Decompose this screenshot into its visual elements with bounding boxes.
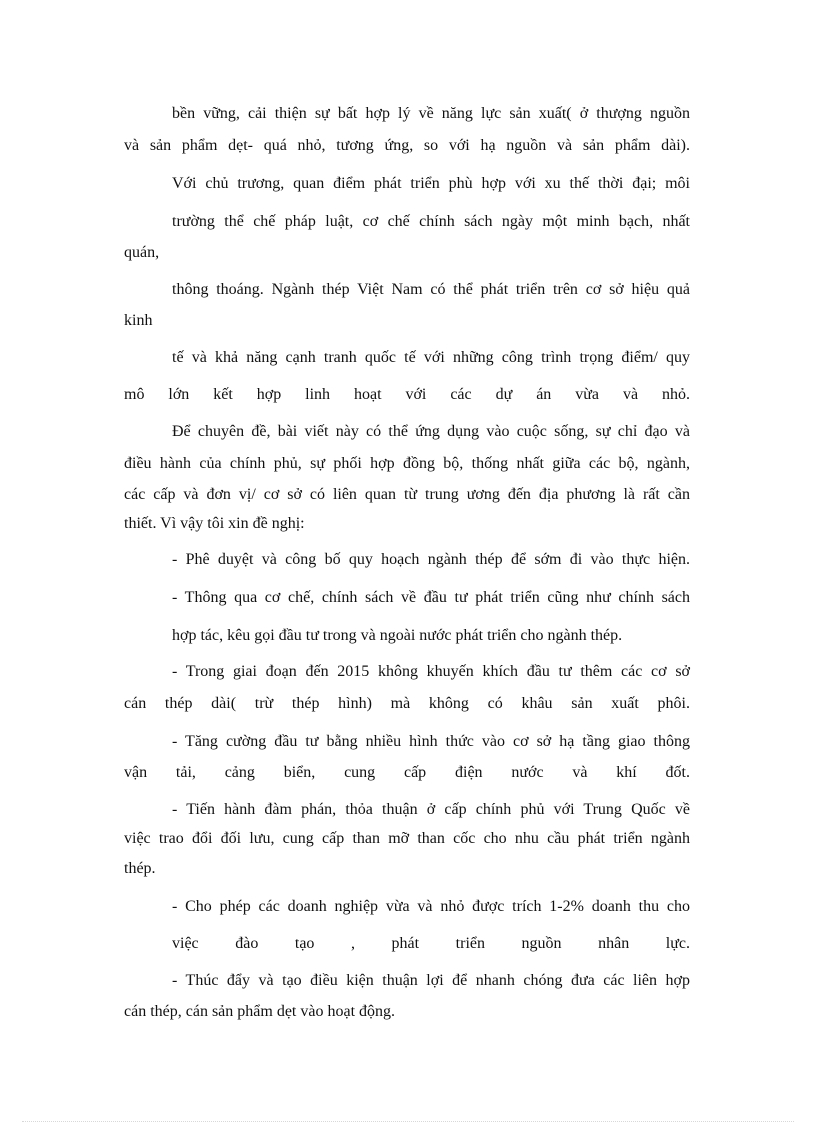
text-line: các cấp và đơn vị/ cơ sở có liên quan từ trung ương đến địa phương là rất cần xyxy=(124,486,690,503)
text-line: - Trong giai đoạn đến 2015 không khuyến khích đầu tư thêm các cơ sở xyxy=(172,663,690,680)
text-line: - Phê duyệt và công bố quy hoạch ngành thép để sớm đi vào thực hiện. xyxy=(172,551,690,568)
text-line: hợp tác, kêu gọi đầu tư trong và ngoài nước phát triển cho ngành thép. xyxy=(172,627,623,644)
text-line: mô lớn kết hợp linh hoạt với các dự án vừa và nhỏ. xyxy=(124,386,690,403)
text-line: kinh xyxy=(124,312,153,329)
text-line: thông thoáng. Ngành thép Việt Nam có thể phát triển trên cơ sở hiệu quả xyxy=(172,281,690,298)
text-line: - Cho phép các doanh nghiệp vừa và nhỏ được trích 1-2% doanh thu cho xyxy=(172,898,690,915)
text-line: trường thể chế pháp luật, cơ chế chính sách ngày một minh bạch, nhất xyxy=(172,213,690,230)
text-line: Với chủ trương, quan điểm phát triển phù hợp với xu thế thời đại; môi xyxy=(172,175,690,192)
text-line: - Tiến hành đàm phán, thỏa thuận ở cấp chính phủ với Trung Quốc về xyxy=(172,801,690,818)
text-line: quán, xyxy=(124,244,160,261)
text-line: cán thép, cán sản phẩm dẹt vào hoạt động. xyxy=(124,1003,396,1020)
page-bottom-divider xyxy=(22,1121,794,1122)
text-line: - Thông qua cơ chế, chính sách về đầu tư phát triển cũng như chính sách xyxy=(172,589,690,606)
text-line: tế và khả năng cạnh tranh quốc tế với những công trình trọng điểm/ quy xyxy=(172,349,690,366)
text-line: - Thúc đẩy và tạo điều kiện thuận lợi để nhanh chóng đưa các liên hợp xyxy=(172,972,690,989)
text-line: thiết. Vì vậy tôi xin đề nghị: xyxy=(124,515,305,532)
text-line: cán thép dài( trừ thép hình) mà không có khâu sản xuất phôi. xyxy=(124,695,690,712)
text-line: Để chuyên đề, bài viết này có thể ứng dụng vào cuộc sống, sự chỉ đạo và xyxy=(172,423,690,440)
text-line: thép. xyxy=(124,860,156,877)
text-line: và sản phẩm dẹt- quá nhỏ, tương ứng, so với hạ nguồn và sản phẩm dài). xyxy=(124,137,690,154)
text-line: - Tăng cường đầu tư bằng nhiều hình thức vào cơ sở hạ tầng giao thông xyxy=(172,733,690,750)
text-line: bền vững, cải thiện sự bất hợp lý về năng lực sản xuất( ở thượng nguồn xyxy=(172,105,690,122)
text-line: vận tải, cảng biển, cung cấp điện nước và khí đốt. xyxy=(124,764,690,781)
text-line: việc đào tạo , phát triển nguồn nhân lực. xyxy=(172,935,690,952)
text-line: điều hành của chính phủ, sự phối hợp đồng bộ, thống nhất giữa các bộ, ngành, xyxy=(124,455,690,472)
text-line: việc trao đổi đối lưu, cung cấp than mỡ than cốc cho nhu cầu phát triển ngành xyxy=(124,830,690,847)
